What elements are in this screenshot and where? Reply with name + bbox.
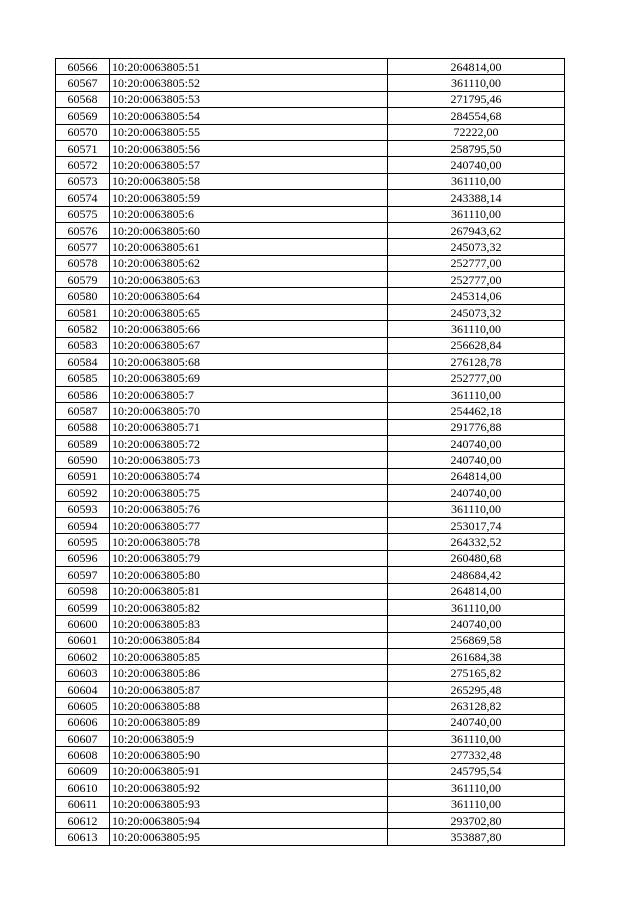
cadastral-number-cell: 10:20:0063805:52: [110, 75, 388, 91]
row-number-cell: 60600: [56, 616, 110, 632]
table-row: [56, 108, 565, 124]
cadastral-number-cell: 10:20:0063805:86: [110, 665, 388, 681]
row-number-cell: 60603: [56, 665, 110, 681]
table-row: [56, 616, 565, 632]
cadastral-number-cell: 10:20:0063805:80: [110, 567, 388, 583]
cadastral-number-cell: 10:20:0063805:9: [110, 731, 388, 747]
amount-cell: 263128,82: [388, 698, 565, 714]
row-number-cell: 60599: [56, 599, 110, 615]
table-row: [56, 190, 565, 206]
cadastral-number-cell: 10:20:0063805:61: [110, 239, 388, 255]
amount-cell: 254462,18: [388, 403, 565, 419]
cadastral-number-cell: 10:20:0063805:53: [110, 91, 388, 107]
amount-cell: 240740,00: [388, 485, 565, 501]
cadastral-number-cell: 10:20:0063805:81: [110, 583, 388, 599]
row-number-cell: 60578: [56, 255, 110, 271]
row-number-cell: 60569: [56, 108, 110, 124]
table-row: [56, 288, 565, 304]
row-number-cell: 60605: [56, 698, 110, 714]
table-row: [56, 632, 565, 648]
cadastral-number-cell: 10:20:0063805:74: [110, 468, 388, 484]
amount-cell: 267943,62: [388, 222, 565, 238]
amount-cell: 277332,48: [388, 747, 565, 763]
row-number-cell: 60582: [56, 321, 110, 337]
row-number-cell: 60606: [56, 714, 110, 730]
amount-cell: 256628,84: [388, 337, 565, 353]
cadastral-number-cell: 10:20:0063805:89: [110, 714, 388, 730]
amount-cell: 271795,46: [388, 91, 565, 107]
amount-cell: 361110,00: [388, 796, 565, 812]
row-number-cell: 60579: [56, 272, 110, 288]
table-row: [56, 681, 565, 697]
amount-cell: 258795,50: [388, 140, 565, 156]
row-number-cell: 60583: [56, 337, 110, 353]
amount-cell: 291776,88: [388, 419, 565, 435]
table-row: [56, 386, 565, 402]
amount-cell: 293702,80: [388, 812, 565, 828]
table-row: [56, 485, 565, 501]
row-number-cell: 60584: [56, 354, 110, 370]
cadastral-number-cell: 10:20:0063805:71: [110, 419, 388, 435]
amount-cell: 72222,00: [388, 124, 565, 140]
cadastral-number-cell: 10:20:0063805:54: [110, 108, 388, 124]
table-row: [56, 714, 565, 730]
table-row: [56, 468, 565, 484]
amount-cell: 245073,32: [388, 239, 565, 255]
row-number-cell: 60577: [56, 239, 110, 255]
amount-cell: 361110,00: [388, 321, 565, 337]
amount-cell: 361110,00: [388, 75, 565, 91]
row-number-cell: 60571: [56, 140, 110, 156]
cadastral-number-cell: 10:20:0063805:67: [110, 337, 388, 353]
amount-cell: 276128,78: [388, 354, 565, 370]
amount-cell: 252777,00: [388, 370, 565, 386]
data-table: [55, 58, 565, 846]
amount-cell: 265295,48: [388, 681, 565, 697]
row-number-cell: 60568: [56, 91, 110, 107]
table-row: [56, 763, 565, 779]
table-row: [56, 157, 565, 173]
row-number-cell: 60567: [56, 75, 110, 91]
amount-cell: 240740,00: [388, 714, 565, 730]
table-row: [56, 534, 565, 550]
table-row: [56, 567, 565, 583]
table-row: [56, 75, 565, 91]
table-row: [56, 272, 565, 288]
table-row: [56, 796, 565, 812]
cadastral-number-cell: 10:20:0063805:84: [110, 632, 388, 648]
amount-cell: 252777,00: [388, 255, 565, 271]
row-number-cell: 60598: [56, 583, 110, 599]
amount-cell: 240740,00: [388, 452, 565, 468]
table-row: [56, 599, 565, 615]
row-number-cell: 60589: [56, 435, 110, 451]
row-number-cell: 60604: [56, 681, 110, 697]
row-number-cell: 60612: [56, 812, 110, 828]
amount-cell: 361110,00: [388, 206, 565, 222]
cadastral-number-cell: 10:20:0063805:70: [110, 403, 388, 419]
row-number-cell: 60588: [56, 419, 110, 435]
table-row: [56, 583, 565, 599]
row-number-cell: 60610: [56, 780, 110, 796]
table-row: [56, 337, 565, 353]
amount-cell: 252777,00: [388, 272, 565, 288]
row-number-cell: 60572: [56, 157, 110, 173]
cadastral-number-cell: 10:20:0063805:79: [110, 550, 388, 566]
table-row: [56, 354, 565, 370]
amount-cell: 256869,58: [388, 632, 565, 648]
table-row: [56, 173, 565, 189]
cadastral-number-cell: 10:20:0063805:65: [110, 304, 388, 320]
row-number-cell: 60590: [56, 452, 110, 468]
table-row: [56, 124, 565, 140]
cadastral-number-cell: 10:20:0063805:60: [110, 222, 388, 238]
cadastral-number-cell: 10:20:0063805:6: [110, 206, 388, 222]
row-number-cell: 60596: [56, 550, 110, 566]
table-row: [56, 665, 565, 681]
amount-cell: 245314,06: [388, 288, 565, 304]
amount-cell: 253017,74: [388, 517, 565, 533]
table-row: [56, 304, 565, 320]
table-row: [56, 222, 565, 238]
table-row: [56, 550, 565, 566]
table-row: [56, 747, 565, 763]
cadastral-number-cell: 10:20:0063805:72: [110, 435, 388, 451]
cadastral-number-cell: 10:20:0063805:77: [110, 517, 388, 533]
cadastral-number-cell: 10:20:0063805:7: [110, 386, 388, 402]
table-row: [56, 255, 565, 271]
row-number-cell: 60580: [56, 288, 110, 304]
row-number-cell: 60573: [56, 173, 110, 189]
amount-cell: 353887,80: [388, 829, 565, 845]
amount-cell: 361110,00: [388, 173, 565, 189]
cadastral-number-cell: 10:20:0063805:58: [110, 173, 388, 189]
amount-cell: 361110,00: [388, 780, 565, 796]
amount-cell: 361110,00: [388, 599, 565, 615]
amount-cell: 264332,52: [388, 534, 565, 550]
amount-cell: 284554,68: [388, 108, 565, 124]
cadastral-number-cell: 10:20:0063805:82: [110, 599, 388, 615]
table-row: [56, 370, 565, 386]
cadastral-number-cell: 10:20:0063805:66: [110, 321, 388, 337]
row-number-cell: 60595: [56, 534, 110, 550]
amount-cell: 264814,00: [388, 583, 565, 599]
amount-cell: 245073,32: [388, 304, 565, 320]
amount-cell: 361110,00: [388, 731, 565, 747]
cadastral-number-cell: 10:20:0063805:94: [110, 812, 388, 828]
table-row: [56, 780, 565, 796]
cadastral-number-cell: 10:20:0063805:55: [110, 124, 388, 140]
cadastral-number-cell: 10:20:0063805:87: [110, 681, 388, 697]
row-number-cell: 60611: [56, 796, 110, 812]
cadastral-number-cell: 10:20:0063805:57: [110, 157, 388, 173]
amount-cell: 240740,00: [388, 157, 565, 173]
cadastral-number-cell: 10:20:0063805:69: [110, 370, 388, 386]
row-number-cell: 60591: [56, 468, 110, 484]
row-number-cell: 60581: [56, 304, 110, 320]
row-number-cell: 60566: [56, 59, 110, 75]
table-row: [56, 419, 565, 435]
cadastral-number-cell: 10:20:0063805:95: [110, 829, 388, 845]
amount-cell: 240740,00: [388, 435, 565, 451]
table-row: [56, 501, 565, 517]
row-number-cell: 60594: [56, 517, 110, 533]
amount-cell: 248684,42: [388, 567, 565, 583]
row-number-cell: 60574: [56, 190, 110, 206]
row-number-cell: 60607: [56, 731, 110, 747]
amount-cell: 260480,68: [388, 550, 565, 566]
cadastral-number-cell: 10:20:0063805:68: [110, 354, 388, 370]
table-row: [56, 812, 565, 828]
cadastral-number-cell: 10:20:0063805:78: [110, 534, 388, 550]
table-row: [56, 829, 565, 845]
row-number-cell: 60602: [56, 649, 110, 665]
amount-cell: 361110,00: [388, 501, 565, 517]
cadastral-number-cell: 10:20:0063805:59: [110, 190, 388, 206]
row-number-cell: 60609: [56, 763, 110, 779]
table-row: [56, 140, 565, 156]
cadastral-number-cell: 10:20:0063805:64: [110, 288, 388, 304]
cadastral-number-cell: 10:20:0063805:88: [110, 698, 388, 714]
cadastral-number-cell: 10:20:0063805:73: [110, 452, 388, 468]
row-number-cell: 60585: [56, 370, 110, 386]
table-row: [56, 403, 565, 419]
amount-cell: 243388,14: [388, 190, 565, 206]
amount-cell: 261684,38: [388, 649, 565, 665]
row-number-cell: 60575: [56, 206, 110, 222]
cadastral-number-cell: 10:20:0063805:62: [110, 255, 388, 271]
table-body: [56, 59, 565, 846]
cadastral-number-cell: 10:20:0063805:63: [110, 272, 388, 288]
cadastral-number-cell: 10:20:0063805:76: [110, 501, 388, 517]
cadastral-number-cell: 10:20:0063805:51: [110, 59, 388, 75]
cadastral-number-cell: 10:20:0063805:56: [110, 140, 388, 156]
table-row: [56, 206, 565, 222]
row-number-cell: 60593: [56, 501, 110, 517]
amount-cell: 275165,82: [388, 665, 565, 681]
table-row: [56, 517, 565, 533]
row-number-cell: 60608: [56, 747, 110, 763]
row-number-cell: 60597: [56, 567, 110, 583]
cadastral-number-cell: 10:20:0063805:75: [110, 485, 388, 501]
row-number-cell: 60576: [56, 222, 110, 238]
table-row: [56, 239, 565, 255]
amount-cell: 264814,00: [388, 59, 565, 75]
table-row: [56, 435, 565, 451]
table-row: [56, 649, 565, 665]
cadastral-number-cell: 10:20:0063805:83: [110, 616, 388, 632]
row-number-cell: 60570: [56, 124, 110, 140]
row-number-cell: 60587: [56, 403, 110, 419]
table-row: [56, 91, 565, 107]
row-number-cell: 60592: [56, 485, 110, 501]
cadastral-number-cell: 10:20:0063805:93: [110, 796, 388, 812]
cadastral-number-cell: 10:20:0063805:91: [110, 763, 388, 779]
table-row: [56, 452, 565, 468]
table-row: [56, 698, 565, 714]
row-number-cell: 60601: [56, 632, 110, 648]
row-number-cell: 60586: [56, 386, 110, 402]
amount-cell: 245795,54: [388, 763, 565, 779]
cadastral-number-cell: 10:20:0063805:92: [110, 780, 388, 796]
amount-cell: 361110,00: [388, 386, 565, 402]
amount-cell: 240740,00: [388, 616, 565, 632]
table-row: [56, 59, 565, 75]
table-row: [56, 321, 565, 337]
amount-cell: 264814,00: [388, 468, 565, 484]
table-row: [56, 731, 565, 747]
row-number-cell: 60613: [56, 829, 110, 845]
cadastral-number-cell: 10:20:0063805:85: [110, 649, 388, 665]
cadastral-number-cell: 10:20:0063805:90: [110, 747, 388, 763]
